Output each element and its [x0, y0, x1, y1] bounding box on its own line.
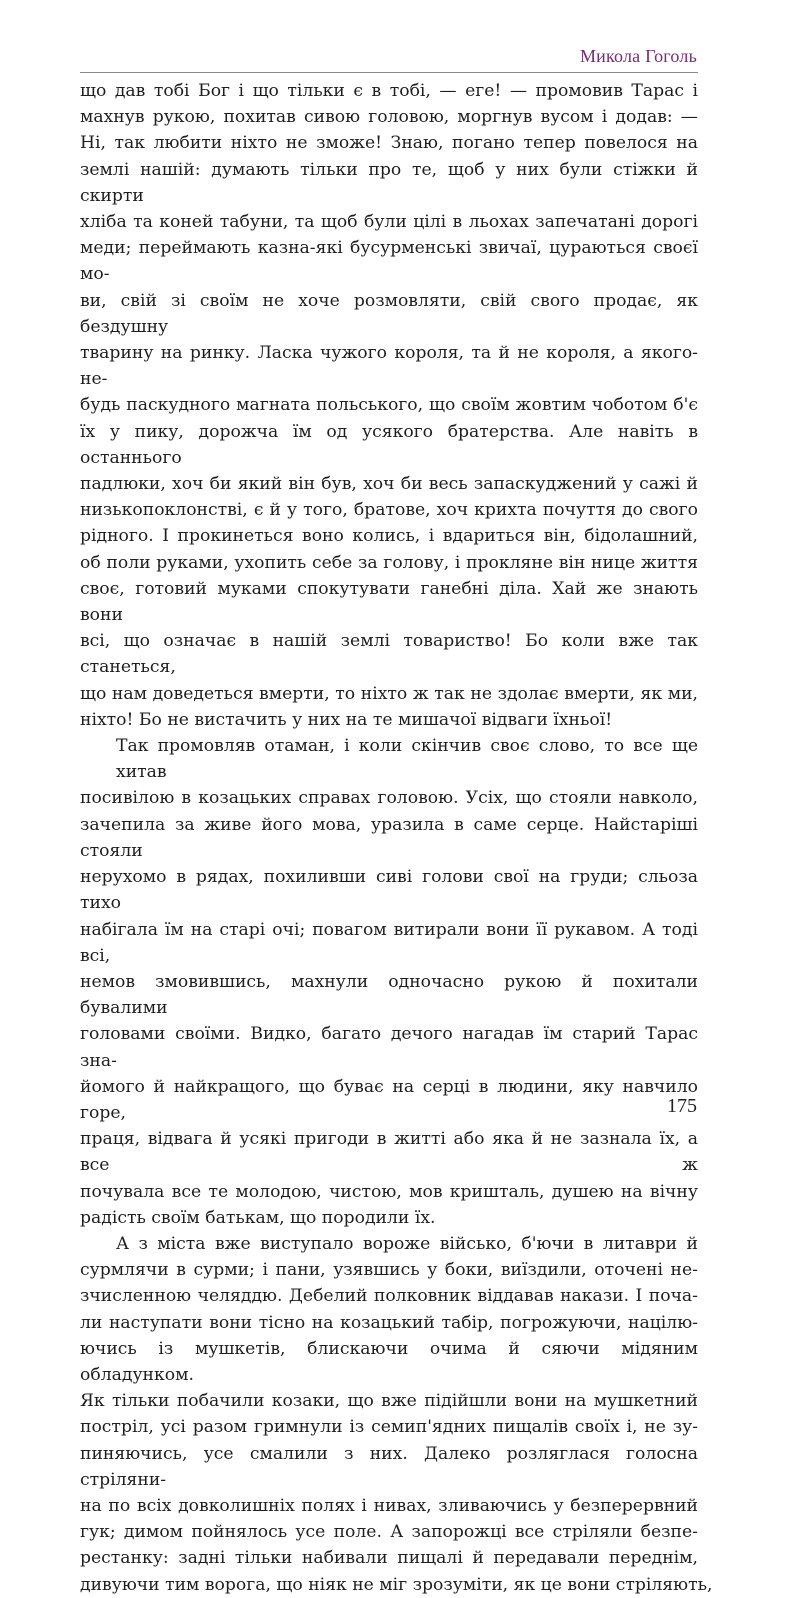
text-line: землі нашій: думають тільки про те, щоб у них були стіжки й скирти: [80, 159, 698, 206]
text-line: сурмлячи в сурми; і пани, узявшись у боки, виїздили, оточені не-: [80, 1260, 698, 1281]
text-line: Ні, так любити ніхто не зможе! Знаю, погано тепер повелося на: [80, 133, 698, 154]
text-line: на по всіх довколишніх полях і нивах, зливаючись у безперервний: [80, 1495, 698, 1516]
text-line: своє, готовий муками спокутувати ганебні діла. Хай же знають вони: [80, 578, 698, 626]
running-head-author: Микола Гоголь: [579, 46, 697, 66]
text-line: тварину на ринку. Ласка чужого короля, та й не короля, а якого-не-: [80, 343, 698, 390]
body-text: [80, 78, 713, 1598]
text-line: махнув рукою, похитав сивою головою, моргнув вусом і додав: —: [80, 107, 698, 128]
text-line: падлюки, хоч би який він був, хоч би весь запаскуджений у сажі й: [80, 474, 698, 495]
text-line: зачепила за живе його мова, уразила в саме серце. Найстаріші стояли: [80, 814, 698, 861]
text-line: набігала їм на старі очі; повагом витирали вони її рукавом. А тоді всі,: [80, 919, 698, 966]
text-line: всі, що означає в нашій землі товариство! Бо коли вже так станеться,: [80, 631, 698, 678]
text-line: пиняючись, усе смалили з них. Далеко розляглася голосна стріляни-: [80, 1443, 698, 1490]
text-line: почувала все те молодою, чистою, мов кришталь, душею на вічну: [80, 1181, 698, 1202]
text-line: рестанку: задні тільки набивали пищалі й передавали переднім,: [80, 1548, 698, 1569]
text-line: ючись із мушкетів, блискаючи очима й сяючи мідяним обладунком.: [80, 1338, 698, 1385]
text-line: Як тільки побачили козаки, що вже підійшли вони на мушкетний: [80, 1391, 698, 1412]
text-line: ли наступати вони тісно на козацький табір, погрожуючи, націлю-: [80, 1312, 698, 1333]
text-line: ніхто! Бо не вистачить у них на те мишачої відваги їхньої!: [80, 709, 613, 730]
text-line: йомого й найкращого, що буває на серці в людини, яку навчило горе,: [80, 1076, 698, 1123]
text-line: радість своїм батькам, що породили їх.: [80, 1207, 436, 1228]
paragraph: [80, 733, 698, 1231]
page-number: 175: [667, 1095, 697, 1117]
text-line: рідного. І прокинеться воно колись, і вдариться він, бідолашний,: [80, 526, 698, 547]
text-line: що нам доведеться вмерти, то ніхто ж так не здолає вмерти, як ми,: [80, 683, 698, 704]
text-line: хліба та коней табуни, та щоб були цілі в льохах запечатані дорогі: [80, 212, 698, 233]
text-line: Так промовляв отаман, і коли скінчив своє слово, то все ще хитав: [116, 736, 698, 783]
header-rule: [80, 72, 698, 73]
text-line: що дав тобі Бог і що тільки є в тобі, — еге! — промовив Тарас і: [80, 81, 698, 101]
text-line: зчисленною челяддю. Дебелий полковник віддавав накази. І поча-: [80, 1286, 698, 1307]
text-line: ви, свій зі своїм не хоче розмовляти, свій свого продає, як бездушну: [80, 290, 698, 337]
text-line: будь паскудного магната польського, що своїм жовтим чоботом б'є: [80, 395, 698, 416]
text-line: меди; переймають казна-які бусурменські звичаї, цураються своєї мо-: [80, 238, 698, 285]
text-line: А з міста вже виступало вороже військо, б'ючи в литаври й: [116, 1233, 698, 1254]
paragraph: [80, 78, 698, 733]
text-line: їх у пику, дорожча їм од усякого братерства. Але навіть в останнього: [80, 421, 698, 468]
text-line: немов змовившись, махнули одночасно рукою й похитали бувалими: [80, 971, 698, 1019]
text-line: нерухомо в рядах, похиливши сиві голови свої на груди; сльоза тихо: [80, 867, 698, 914]
paragraph: [80, 1231, 713, 1598]
text-line: об поли руками, ухопить себе за голову, і прокляне він нице життя: [80, 552, 698, 573]
text-line: низькопоклонстві, є й у того, братове, хоч крихта почуття до свого: [80, 500, 698, 521]
text-line: дивуючи тим ворога, що ніяк не міг зрозуміти, як це вони стріляють,: [80, 1574, 713, 1595]
text-line: головами своїми. Видко, багато дечого нагадав їм старий Тарас зна-: [80, 1024, 698, 1071]
text-line: праця, відвага й усякі пригоди в житті або яка й не зазнала їх, а все ж: [80, 1129, 698, 1176]
text-line: гук; димом пойнялось усе поле. А запорожці все стріляли безпе-: [80, 1522, 698, 1543]
text-line: постріл, усі разом гримнули із семип'ядних пищалів своїх і, не зу-: [80, 1417, 698, 1438]
text-line: посивілою в козацьких справах головою. Усіх, що стояли навколо,: [80, 788, 698, 809]
